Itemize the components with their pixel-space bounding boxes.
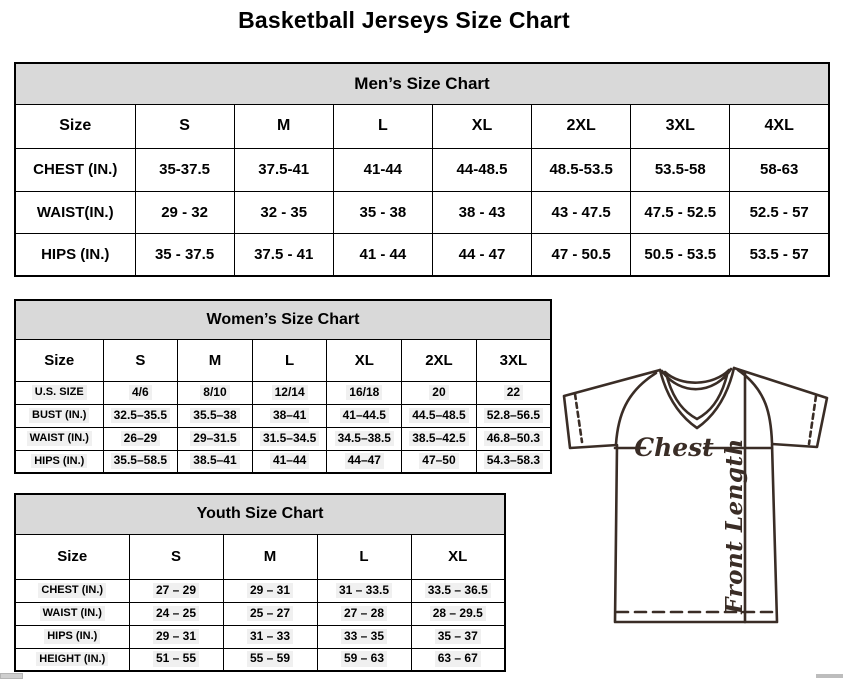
value-cell: 38.5–41 [178, 450, 253, 473]
row-label: WAIST(IN.) [15, 191, 135, 233]
column-header-row [15, 104, 829, 148]
value-cell: 37.5 - 41 [234, 233, 333, 276]
table-header-row [15, 494, 505, 534]
row-label: HIPS (IN.) [15, 625, 129, 648]
chest-label: Chest [634, 433, 714, 462]
value-cell: 44–47 [327, 450, 402, 473]
value-cell: 8/10 [178, 381, 253, 404]
value-cell: 31.5–34.5 [252, 427, 327, 450]
value-cell: 35.5–38 [178, 404, 253, 427]
value-cell: 53.5 - 57 [730, 233, 829, 276]
value-cell: 27 – 28 [317, 602, 411, 625]
value-cell: 33.5 – 36.5 [411, 579, 505, 602]
value-cell: 12/14 [252, 381, 327, 404]
column-header: 2XL [532, 104, 631, 148]
table-row [15, 427, 551, 450]
column-header: M [223, 534, 317, 579]
value-cell: 25 – 27 [223, 602, 317, 625]
table-row [15, 381, 551, 404]
table-row [15, 191, 829, 233]
row-label: CHEST (IN.) [15, 579, 129, 602]
value-cell: 31 – 33.5 [317, 579, 411, 602]
column-header: S [129, 534, 223, 579]
cuff-stitch-right [809, 396, 816, 444]
row-label: HIPS (IN.) [15, 233, 135, 276]
value-cell: 58-63 [730, 148, 829, 191]
value-cell: 41–44.5 [327, 404, 402, 427]
value-cell: 27 – 29 [129, 579, 223, 602]
scrollbar-thumb-left[interactable] [0, 673, 23, 679]
value-cell: 34.5–38.5 [327, 427, 402, 450]
value-cell: 38.5–42.5 [402, 427, 477, 450]
value-cell: 29 - 32 [135, 191, 234, 233]
front-length-label: Front Length [721, 438, 748, 614]
value-cell: 37.5-41 [234, 148, 333, 191]
value-cell: 59 – 63 [317, 648, 411, 671]
row-label: BUST (IN.) [15, 404, 103, 427]
row-label: WAIST (IN.) [15, 427, 103, 450]
value-cell: 32 - 35 [234, 191, 333, 233]
youth-size-chart-table [14, 493, 506, 672]
value-cell: 41 - 44 [333, 233, 432, 276]
page-title: Basketball Jerseys Size Chart [238, 7, 570, 33]
jersey-collar [660, 368, 734, 428]
value-cell: 4/6 [103, 381, 178, 404]
value-cell: 41-44 [333, 148, 432, 191]
table-row [15, 625, 505, 648]
row-label: CHEST (IN.) [15, 148, 135, 191]
value-cell: 26–29 [103, 427, 178, 450]
value-cell: 33 – 35 [317, 625, 411, 648]
value-cell: 51 – 55 [129, 648, 223, 671]
table-header-row [15, 63, 829, 104]
value-cell: 44.5–48.5 [402, 404, 477, 427]
column-header: L [317, 534, 411, 579]
column-header: 3XL [476, 339, 551, 381]
value-cell: 35 - 38 [333, 191, 432, 233]
value-cell: 38–41 [252, 404, 327, 427]
cuff-stitch-left [575, 394, 582, 442]
value-cell: 47 - 50.5 [532, 233, 631, 276]
table-row [15, 579, 505, 602]
value-cell: 50.5 - 53.5 [631, 233, 730, 276]
value-cell: 52.8–56.5 [476, 404, 551, 427]
column-header: 3XL [631, 104, 730, 148]
column-header: S [135, 104, 234, 148]
sleeve-seam-right [738, 370, 772, 443]
row-label: HEIGHT (IN.) [15, 648, 129, 671]
youth-table-title: Youth Size Chart [15, 494, 505, 534]
column-header: XL [327, 339, 402, 381]
womens-table-title: Women’s Size Chart [15, 300, 551, 339]
value-cell: 29 – 31 [223, 579, 317, 602]
column-header: 2XL [402, 339, 477, 381]
column-header-row [15, 534, 505, 579]
column-header: M [234, 104, 333, 148]
column-header: M [178, 339, 253, 381]
table-row [15, 404, 551, 427]
column-header-row [15, 339, 551, 381]
mens-size-chart-table [14, 62, 830, 277]
column-header: Size [15, 339, 103, 381]
value-cell: 63 – 67 [411, 648, 505, 671]
value-cell: 35 – 37 [411, 625, 505, 648]
value-cell: 41–44 [252, 450, 327, 473]
table-row [15, 602, 505, 625]
table-header-row [15, 300, 551, 339]
row-label: HIPS (IN.) [15, 450, 103, 473]
value-cell: 47–50 [402, 450, 477, 473]
column-header: L [252, 339, 327, 381]
value-cell: 24 – 25 [129, 602, 223, 625]
column-header: Size [15, 534, 129, 579]
column-header: Size [15, 104, 135, 148]
value-cell: 20 [402, 381, 477, 404]
column-header: XL [432, 104, 531, 148]
value-cell: 47.5 - 52.5 [631, 191, 730, 233]
table-row [15, 450, 551, 473]
row-label: U.S. SIZE [15, 381, 103, 404]
value-cell: 29 – 31 [129, 625, 223, 648]
scrollbar-thumb-right[interactable] [816, 674, 843, 678]
value-cell: 53.5-58 [631, 148, 730, 191]
row-label: WAIST (IN.) [15, 602, 129, 625]
table-row [15, 148, 829, 191]
value-cell: 35 - 37.5 [135, 233, 234, 276]
value-cell: 16/18 [327, 381, 402, 404]
mens-table-title: Men’s Size Chart [15, 63, 829, 104]
value-cell: 44-48.5 [432, 148, 531, 191]
value-cell: 22 [476, 381, 551, 404]
jersey-outline [564, 368, 827, 622]
value-cell: 38 - 43 [432, 191, 531, 233]
column-header: L [333, 104, 432, 148]
value-cell: 32.5–35.5 [103, 404, 178, 427]
value-cell: 28 – 29.5 [411, 602, 505, 625]
value-cell: 55 – 59 [223, 648, 317, 671]
value-cell: 43 - 47.5 [532, 191, 631, 233]
value-cell: 48.5-53.5 [532, 148, 631, 191]
column-header: S [103, 339, 178, 381]
value-cell: 46.8–50.3 [476, 427, 551, 450]
column-header: 4XL [730, 104, 829, 148]
table-row [15, 648, 505, 671]
value-cell: 52.5 - 57 [730, 191, 829, 233]
table-row [15, 233, 829, 276]
value-cell: 35.5–58.5 [103, 450, 178, 473]
value-cell: 29–31.5 [178, 427, 253, 450]
value-cell: 35-37.5 [135, 148, 234, 191]
value-cell: 54.3–58.3 [476, 450, 551, 473]
jersey-measurement-diagram [556, 360, 843, 679]
column-header: XL [411, 534, 505, 579]
value-cell: 31 – 33 [223, 625, 317, 648]
value-cell: 44 - 47 [432, 233, 531, 276]
womens-size-chart-table [14, 299, 552, 474]
